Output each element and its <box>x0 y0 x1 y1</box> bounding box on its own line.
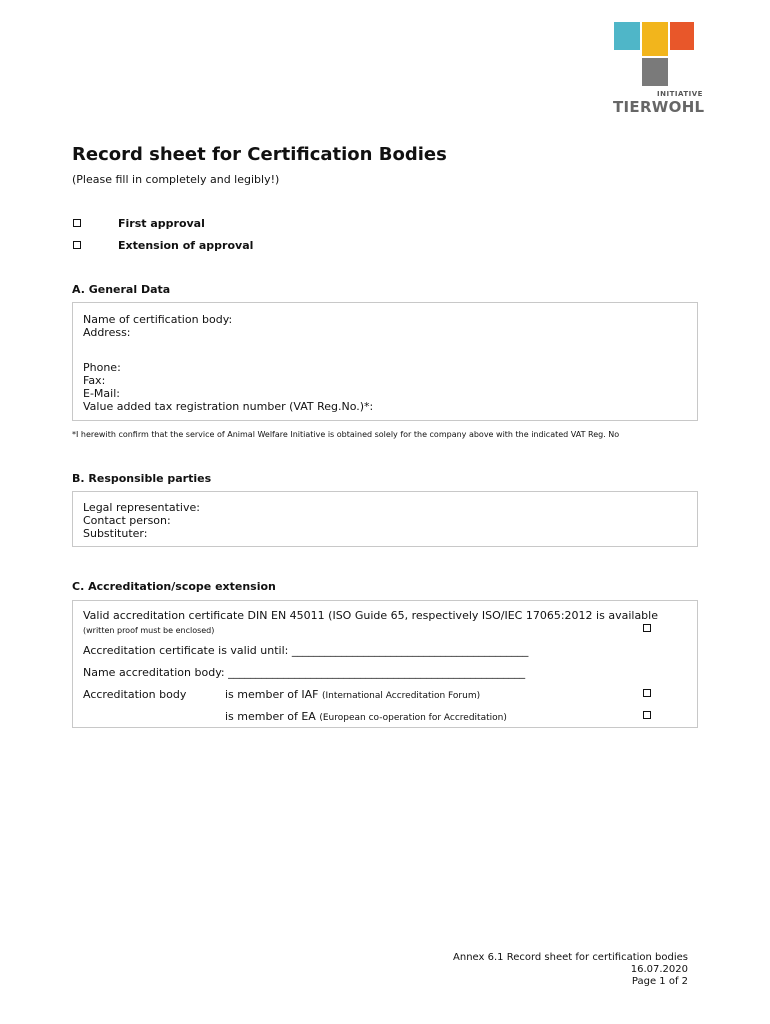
section-b-heading: B. Responsible parties <box>72 472 212 485</box>
proof-note: (written proof must be enclosed) <box>83 626 215 635</box>
ea-main: is member of EA <box>225 710 316 723</box>
logo-text-initiative: INITIATIVE <box>657 90 703 98</box>
page-title: Record sheet for Certification Bodies <box>72 144 447 165</box>
field-name-cert-body[interactable]: Name of certification body: <box>83 313 233 326</box>
field-contact-person[interactable]: Contact person: <box>83 514 171 527</box>
section-a-heading: A. General Data <box>72 283 171 296</box>
checkbox-iaf-member[interactable] <box>643 689 651 697</box>
field-fax[interactable]: Fax: <box>83 374 106 387</box>
responsible-parties-box <box>72 491 698 547</box>
logo-tile-teal <box>614 22 640 50</box>
vat-note: *I herewith confirm that the service of Animal Welfare Initiative is obtained solely for the company above with the indicated VAT Reg. No <box>72 430 620 439</box>
field-legal-representative[interactable]: Legal representative: <box>83 501 200 514</box>
field-email[interactable]: E-Mail: <box>83 387 120 400</box>
field-phone[interactable]: Phone: <box>83 361 121 374</box>
field-substituter[interactable]: Substituter: <box>83 527 148 540</box>
checkbox-extension-approval[interactable] <box>73 241 81 249</box>
accreditation-box <box>72 600 698 728</box>
accreditation-body-label: Accreditation body <box>83 688 187 701</box>
iaf-main: is member of IAF <box>225 688 319 701</box>
general-data-box <box>72 302 698 421</box>
field-vat[interactable]: Value added tax registration number (VAT Reg.No.)*: <box>83 400 374 413</box>
logo-tile-gray <box>642 58 668 86</box>
ea-paren: (European co-operation for Accreditation) <box>319 713 507 723</box>
section-c-heading: C. Accreditation/scope extension <box>72 580 276 593</box>
checkbox-accreditation-available[interactable] <box>643 624 651 632</box>
page-footer <box>453 952 688 988</box>
option-first-approval-label: First approval <box>118 217 205 230</box>
logo-tile-red <box>670 22 694 50</box>
field-valid-until[interactable]: Accreditation certificate is valid until: ___________________________________________ <box>83 644 529 657</box>
field-address[interactable]: Address: <box>83 326 131 339</box>
option-extension-approval-label: Extension of approval <box>118 239 254 252</box>
iaf-membership-text <box>225 688 480 703</box>
page-subtitle: (Please fill in completely and legibly!) <box>72 173 280 186</box>
field-name-accreditation-body[interactable]: Name accreditation body: ______________________________________________________ <box>83 666 526 679</box>
checkbox-first-approval[interactable] <box>73 219 81 227</box>
footer-page: Page 1 of 2 <box>631 976 688 987</box>
ea-membership-text <box>225 710 507 725</box>
footer-annex: Annex 6.1 Record sheet for certification bodies <box>453 952 688 963</box>
logo-tile-yellow <box>642 22 668 56</box>
checkbox-ea-member[interactable] <box>643 711 651 719</box>
valid-accreditation-text: Valid accreditation certificate DIN EN 45011 (ISO Guide 65, respectively ISO/IEC 17065:2012 is available <box>83 609 658 622</box>
footer-date: 16.07.2020 <box>630 964 688 975</box>
logo-text-tierwohl: TIERWOHL <box>613 98 705 116</box>
tierwohl-logo <box>612 22 705 117</box>
iaf-paren: (International Accreditation Forum) <box>321 691 481 701</box>
